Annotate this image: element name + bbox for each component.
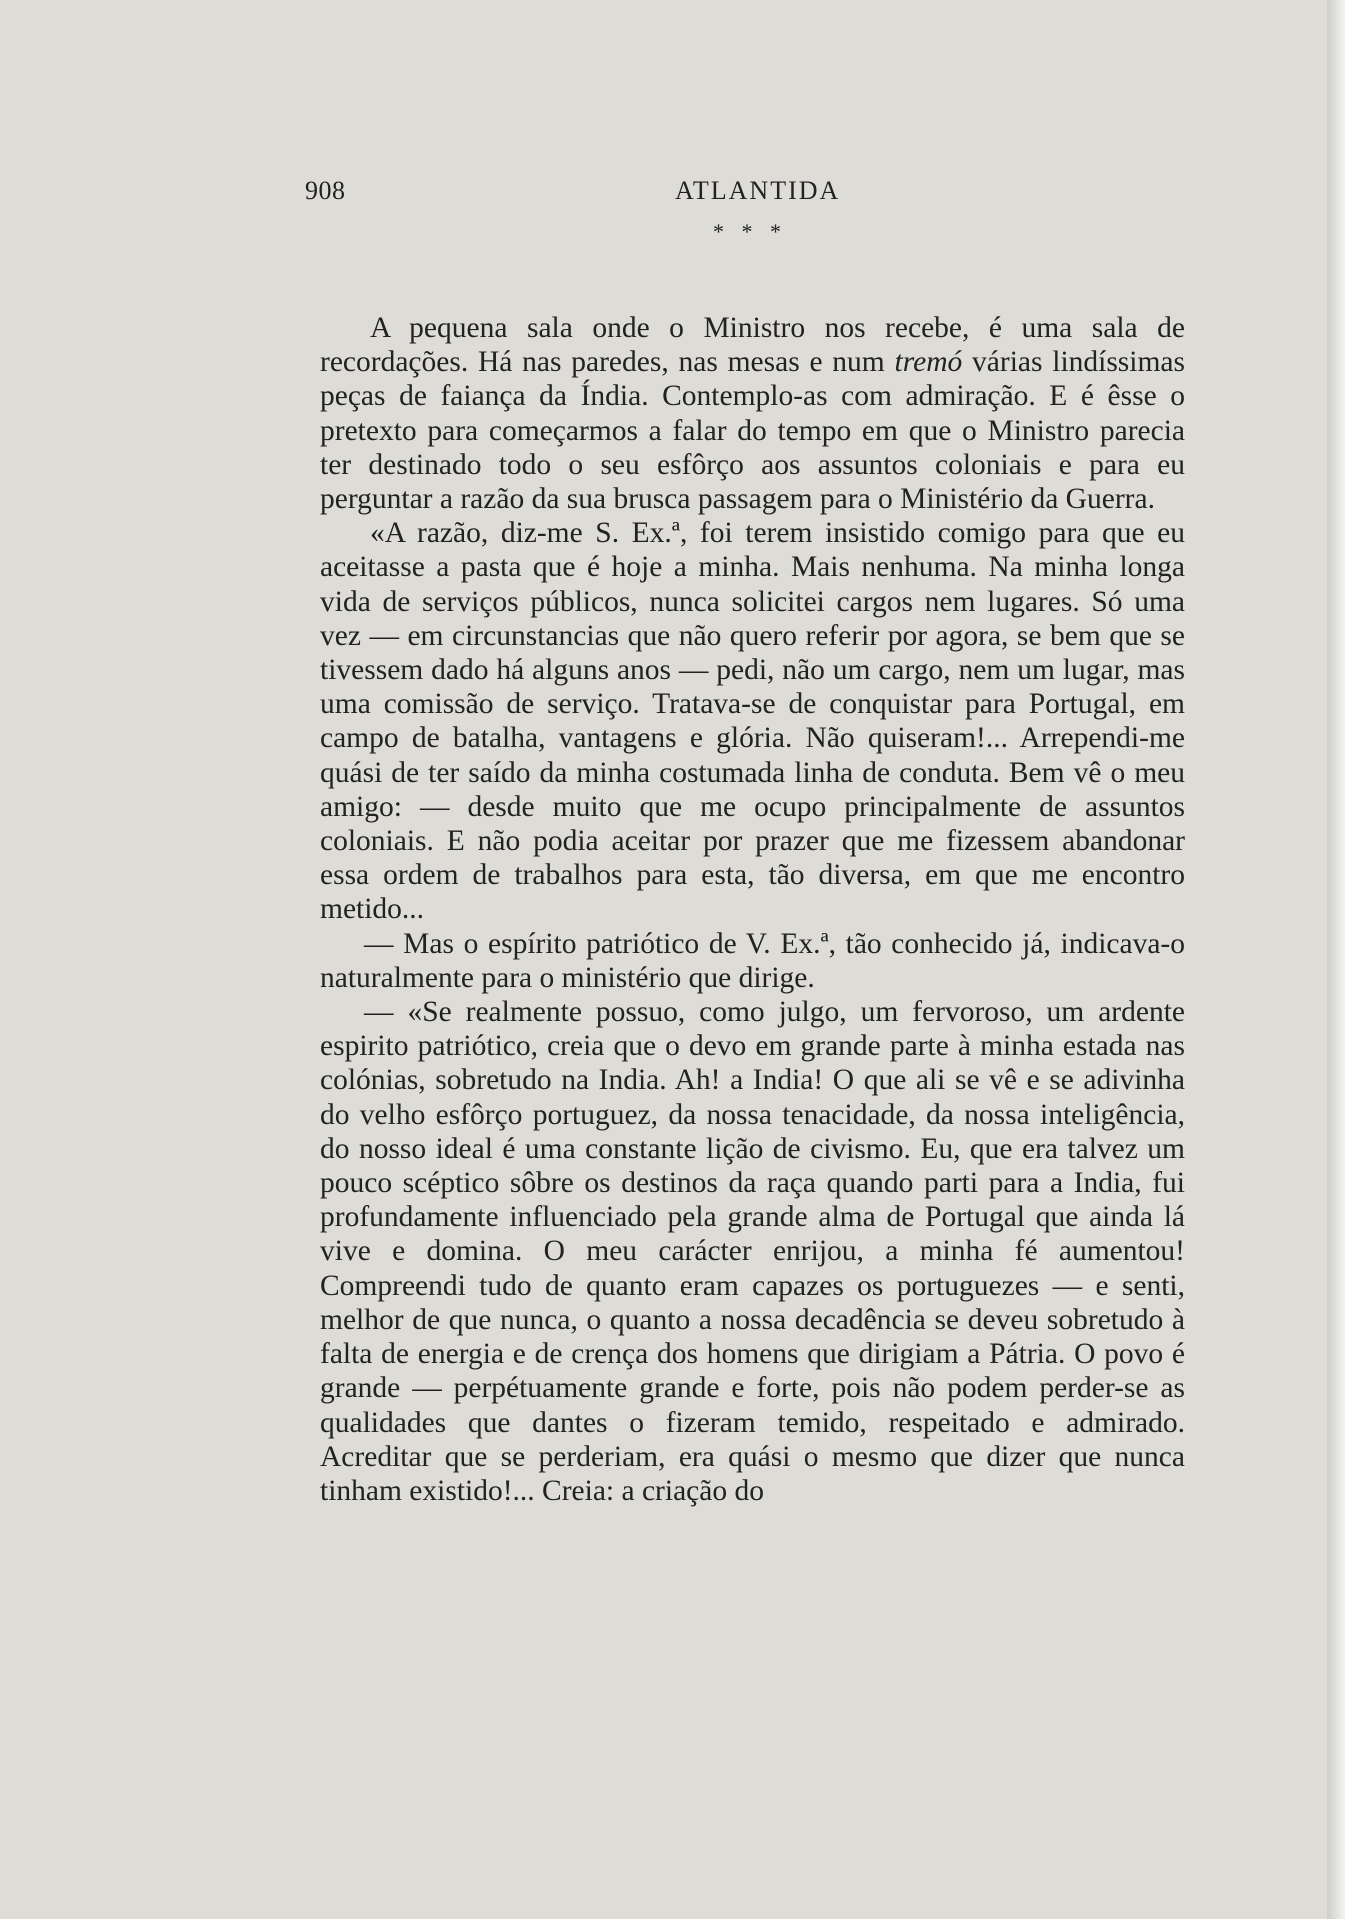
page-number: 908: [305, 176, 346, 205]
paragraph-minister-reply: «A razão, diz-me S. Ex.ª, foi terem insistido comigo para que eu aceitasse a pasta que é hoje a minha. Mais nenhuma. Na minha longa vida de serviços públicos, nunca solicitei cargos nem lugares. Só uma vez — em circunstancias que não quero referir por agora, se bem que se tivessem dado há alguns anos — pedi, não um cargo, nem um lugar, mas uma comissão de serviço. Tratava-se de conquistar para Portugal, em campo de batalha, vantagens e glória. Não quiseram!... Arrependi-me quási de ter saído da minha costumada linha de conduta. Bem vê o meu amigo: — desde muito que me ocupo principalmente de assuntos coloniais. E não podia aceitar por prazer que me fizessem abandonar essa ordem de trabalhos para esta, tão diversa, em que me encontro metido...: [320, 517, 1185, 926]
running-title: ATLANTIDA: [675, 176, 841, 205]
page-header: [305, 176, 841, 210]
paragraph-intro-text-start: A pequena sala onde o Ministro nos recebe, é uma sala de recordações. Há nas paredes, nas mesas e num: [320, 312, 1185, 379]
paragraph-interviewer-question: — Mas o espírito patriótico de V. Ex.ª, tão conhecido já, indicava-o naturalmente para o ministério que dirige.: [320, 927, 1185, 994]
article-body: [320, 311, 1185, 1508]
paragraph-minister-india: — «Se realmente possuo, como julgo, um fervoroso, um ardente espirito patriótico, creia que o devo em grande parte à minha estada nas colónias, sobretudo na India. Ah! a India! O que ali se vê e se adivinha do velho esfôrço portuguez, da nossa tenacidade, da nossa inteligência, do nosso ideal é uma constante lição de civismo. Eu, que era talvez um pouco scéptico sôbre os destinos da raça quando parti para a India, fui profundamente influenciado pela grande alma de Portugal que ainda lá vive e domina. O meu carácter enrijou, a minha fé aumentou! Compreendi tudo de quanto eram capazes os portuguezes — e senti, melhor de que nunca, o quanto a nossa decadência se deveu sobretudo à falta de energia e de crença dos homens que dirigiam a Pátria. O povo é grande — perpétuamente grande e forte, pois não podem perder-se as qualidades que dantes o fizeram temido, respeitado e admirado. Acreditar que se perderiam, era quási o mesmo que dizer que nunca tinham existido!... Creia: a criação do: [320, 996, 1185, 1507]
emphasized-word: tremó: [894, 346, 963, 379]
paragraph-intro-text-end: várias lindíssimas peças de faiança da Índia. Contemplo-as com admiração. E é êsse o pretexto para começarmos a falar do tempo em que o Ministro parecia ter destinado todo o seu esfôrço aos assuntos coloniais e para eu perguntar a razão da sua brusca passagem para o Ministério da Guerra.: [320, 346, 1186, 516]
page-edge: [1327, 0, 1345, 1919]
section-break-asterism: * * *: [713, 219, 787, 244]
paragraph-intro: [320, 311, 1185, 516]
